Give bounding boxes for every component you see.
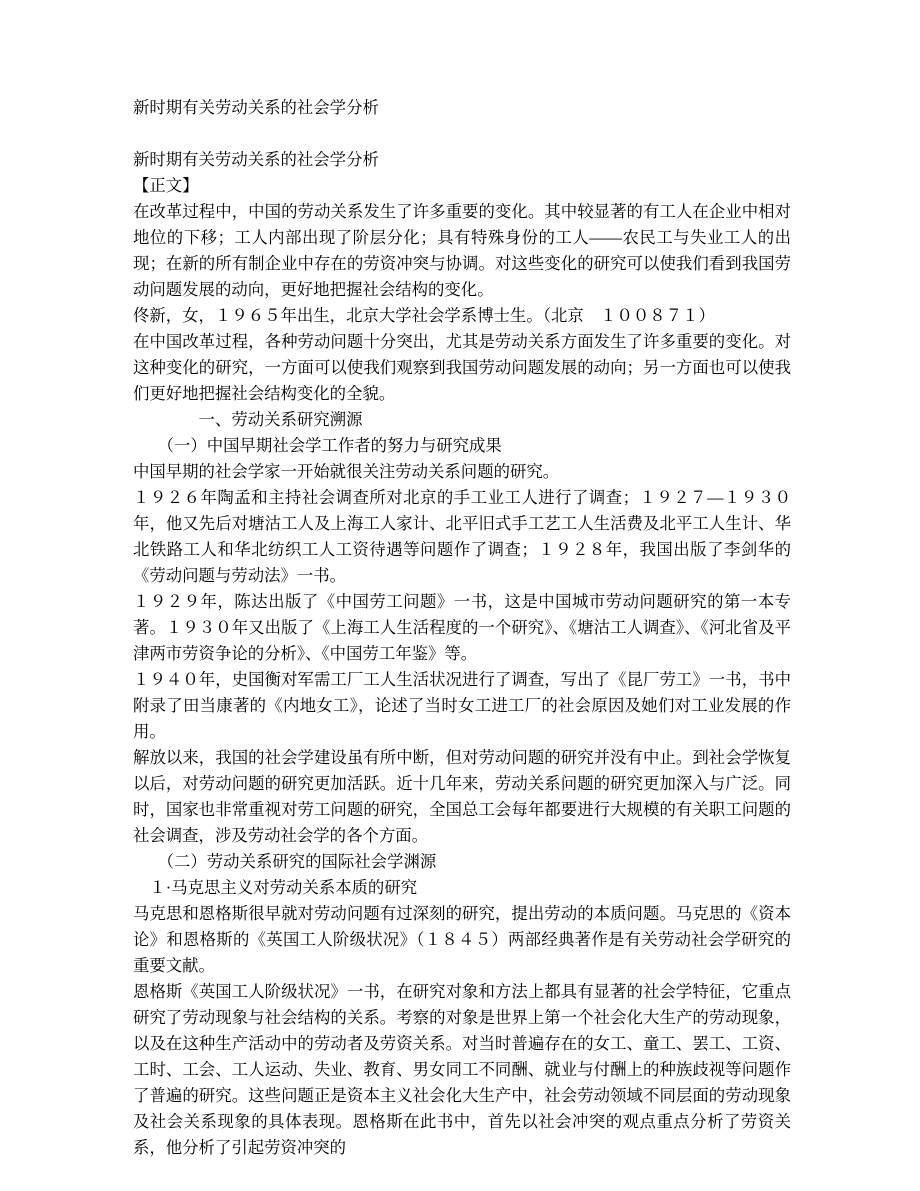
paragraph: １９２６年陶孟和主持社会调查所对北京的手工业工人进行了调查；１９２７—１９３０年，他又先后对塘沽工人及上海工人家计、北平旧式手工艺工人生活费及北平工人生计、华北铁路工人和华北纺织工人工资待遇等问题作了调查；１９２８年，我国出版了李剑华的《劳动问题与劳动法》一书。 [133,488,791,585]
paragraph: 恩格斯《英国工人阶级状况》一书，在研究对象和方法上都具有显著的社会学特征，它重点研究了劳动现象与社会结构的关系。考察的对象是世界上第一个社会化大生产的劳动现象，以及在这种生产活动中的劳动者及劳资关系。对当时普遍存在的女工、童工、罢工、工资、工时、工会、工人运动、失业、教育、男女同工不同酬、就业与付酬上的种族歧视等问题作了普遍的研究。这些问题正是资本主义社会化大生产中，社会劳动领域不同层面的劳动现象及社会关系现象的具体表现。恩格斯在此书中，首先以社会冲突的观点重点分析了劳资关系，他分析了引起劳资冲突的 [133,982,791,1157]
paragraph: 在改革过程中，中国的劳动关系发生了许多重要的变化。其中较显著的有工人在企业中相对地位的下移；工人内部出现了阶层分化；具有特殊身份的工人——农民工与失业工人的出现；在新的所有制企业中存在的劳资冲突与协调。对这些变化的研究可以使我们看到我国劳动问题发展的动向，更好地把握社会结构的变化。 [133,202,791,299]
paragraph: １·马克思主义对劳动关系本质的研究 [133,878,418,897]
paragraph: （二）劳动关系研究的国际社会学渊源 [133,852,437,871]
document-body [133,95,791,1161]
paragraph: 佟新，女，１９６５年出生，北京大学社会学系博士生。（北京 １００８７１） [133,306,715,325]
paragraph: １９２９年，陈达出版了《中国劳工问题》一书，这是中国城市劳动问题研究的第一本专著。１９３０年又出版了《上海工人生活程度的一个研究》、《塘沽工人调查》、《河北省及平津两市劳资争论的分析》、《中国劳工年鉴》等。 [133,592,791,663]
paragraph: １９４０年，史国衡对军需工厂工人生活状况进行了调查，写出了《昆厂劳工》一书，书中附录了田当康著的《内地女工》，论述了当时女工进工厂的社会原因及她们对工业发展的作用。 [133,670,791,741]
paragraph: 新时期有关劳动关系的社会学分析 [133,150,379,169]
blank-line [133,121,791,147]
paragraph: （一）中国早期社会学工作者的努力与研究成果 [133,436,502,455]
paragraph: 在中国改革过程，各种劳动问题十分突出，尤其是劳动关系方面发生了许多重要的变化。对这种变化的研究，一方面可以使我们观察到我国劳动问题发展的动向；另一方面也可以使我们更好地把握社会结构变化的全貌。 [133,332,791,403]
paragraph: 一、劳动关系研究溯源 [133,410,363,429]
paragraph: 中国早期的社会学家一开始就很关注劳动关系问题的研究。 [133,462,560,481]
paragraph: 解放以来，我国的社会学建设虽有所中断，但对劳动问题的研究并没有中止。到社会学恢复以后，对劳动问题的研究更加活跃。近十几年来，劳动关系问题的研究更加深入与广泛。同时，国家也非常重视对劳工问题的研究，全国总工会每年都要进行大规模的有关职工问题的社会调查，涉及劳动社会学的各个方面。 [133,748,791,845]
paragraph: 新时期有关劳动关系的社会学分析 [133,98,379,117]
paragraph: 马克思和恩格斯很早就对劳动问题有过深刻的研究，提出劳动的本质问题。马克思的《资本论》和恩格斯的《英国工人阶级状况》（１８４５）两部经典著作是有关劳动社会学研究的重要文献。 [133,904,791,975]
paragraph: 【正文】 [133,176,199,195]
